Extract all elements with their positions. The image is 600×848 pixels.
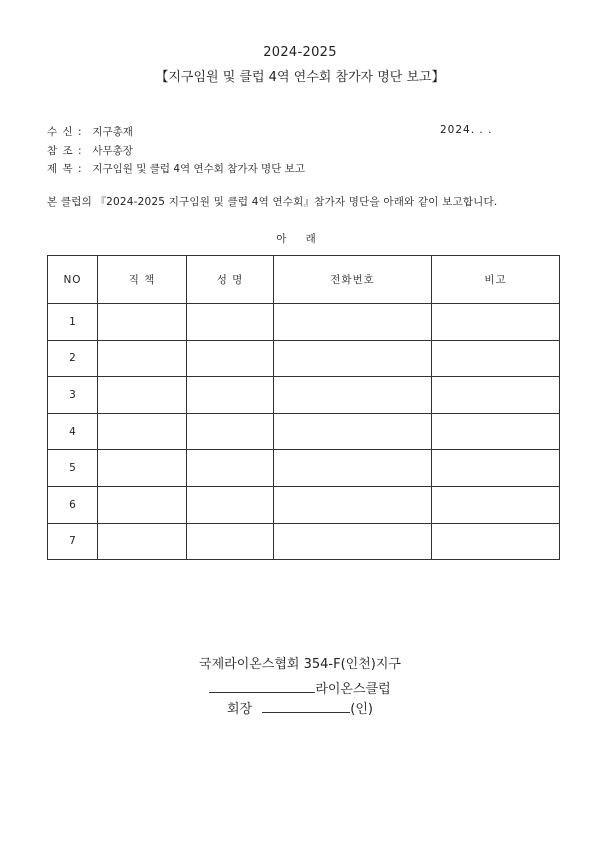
phone-cell[interactable] xyxy=(274,486,432,523)
remarks-cell[interactable] xyxy=(432,450,560,487)
header-phone: 전화번호 xyxy=(274,256,432,304)
position-cell[interactable] xyxy=(98,450,187,487)
organization-name: 국제라이온스협회 354-F(인천)지구 xyxy=(199,657,401,672)
name-cell[interactable] xyxy=(187,486,274,523)
position-cell[interactable] xyxy=(98,486,187,523)
name-cell[interactable] xyxy=(187,450,274,487)
seal-label: (인) xyxy=(350,702,373,717)
row-number: 2 xyxy=(48,340,98,377)
table-row xyxy=(48,450,560,487)
subject-value: 지구임원 및 클럽 4역 연수회 참가자 명단 보고 xyxy=(92,163,305,175)
president-line xyxy=(0,698,600,717)
position-cell[interactable] xyxy=(98,377,187,414)
row-number: 6 xyxy=(48,486,98,523)
year-range: 2024-2025 xyxy=(263,45,337,60)
header-name: 성 명 xyxy=(187,256,274,304)
row-number: 7 xyxy=(48,523,98,560)
row-number: 4 xyxy=(48,413,98,450)
recipient-line xyxy=(47,124,133,139)
table-row xyxy=(48,304,560,341)
position-cell[interactable] xyxy=(98,304,187,341)
club-suffix: 라이온스클럽 xyxy=(315,682,391,697)
name-cell[interactable] xyxy=(187,413,274,450)
position-cell[interactable] xyxy=(98,523,187,560)
subject-line xyxy=(47,161,305,176)
table-row xyxy=(48,377,560,414)
phone-cell[interactable] xyxy=(274,413,432,450)
table-row xyxy=(48,486,560,523)
reference-label: 참 조 : xyxy=(47,145,83,157)
document-date: 2024. . . xyxy=(440,124,493,136)
phone-cell[interactable] xyxy=(274,340,432,377)
president-label: 회장 xyxy=(227,702,253,717)
header-remarks: 비고 xyxy=(432,256,560,304)
name-cell[interactable] xyxy=(187,523,274,560)
position-cell[interactable] xyxy=(98,413,187,450)
subject-label: 제 목 : xyxy=(47,163,83,175)
remarks-cell[interactable] xyxy=(432,413,560,450)
name-cell[interactable] xyxy=(187,304,274,341)
row-number: 5 xyxy=(48,450,98,487)
header-no: NO xyxy=(48,256,98,304)
header-position: 직 책 xyxy=(98,256,187,304)
club-name-blank[interactable] xyxy=(209,680,315,693)
participant-table xyxy=(47,255,560,560)
reference-line xyxy=(47,143,133,158)
position-cell[interactable] xyxy=(98,340,187,377)
intro-paragraph: 본 클럽의 『2024-2025 지구임원 및 클럽 4역 연수회』참가자 명단을 아래와 같이 보고합니다. xyxy=(47,196,498,208)
phone-cell[interactable] xyxy=(274,450,432,487)
remarks-cell[interactable] xyxy=(432,486,560,523)
remarks-cell[interactable] xyxy=(432,377,560,414)
president-name-blank[interactable] xyxy=(262,700,350,713)
row-number: 1 xyxy=(48,304,98,341)
table-header-row xyxy=(48,256,560,304)
phone-cell[interactable] xyxy=(274,523,432,560)
table-row xyxy=(48,413,560,450)
recipient-value: 지구총재 xyxy=(92,126,133,138)
reference-value: 사무총장 xyxy=(92,145,133,157)
remarks-cell[interactable] xyxy=(432,523,560,560)
remarks-cell[interactable] xyxy=(432,304,560,341)
club-line xyxy=(0,678,600,697)
phone-cell[interactable] xyxy=(274,377,432,414)
document-title: 【지구임원 및 클럽 4역 연수회 참가자 명단 보고】 xyxy=(155,70,445,85)
phone-cell[interactable] xyxy=(274,304,432,341)
below-heading: 아 래 xyxy=(276,233,324,245)
table-row xyxy=(48,340,560,377)
name-cell[interactable] xyxy=(187,340,274,377)
row-number: 3 xyxy=(48,377,98,414)
remarks-cell[interactable] xyxy=(432,340,560,377)
recipient-label: 수 신 : xyxy=(47,126,83,138)
name-cell[interactable] xyxy=(187,377,274,414)
table-row xyxy=(48,523,560,560)
